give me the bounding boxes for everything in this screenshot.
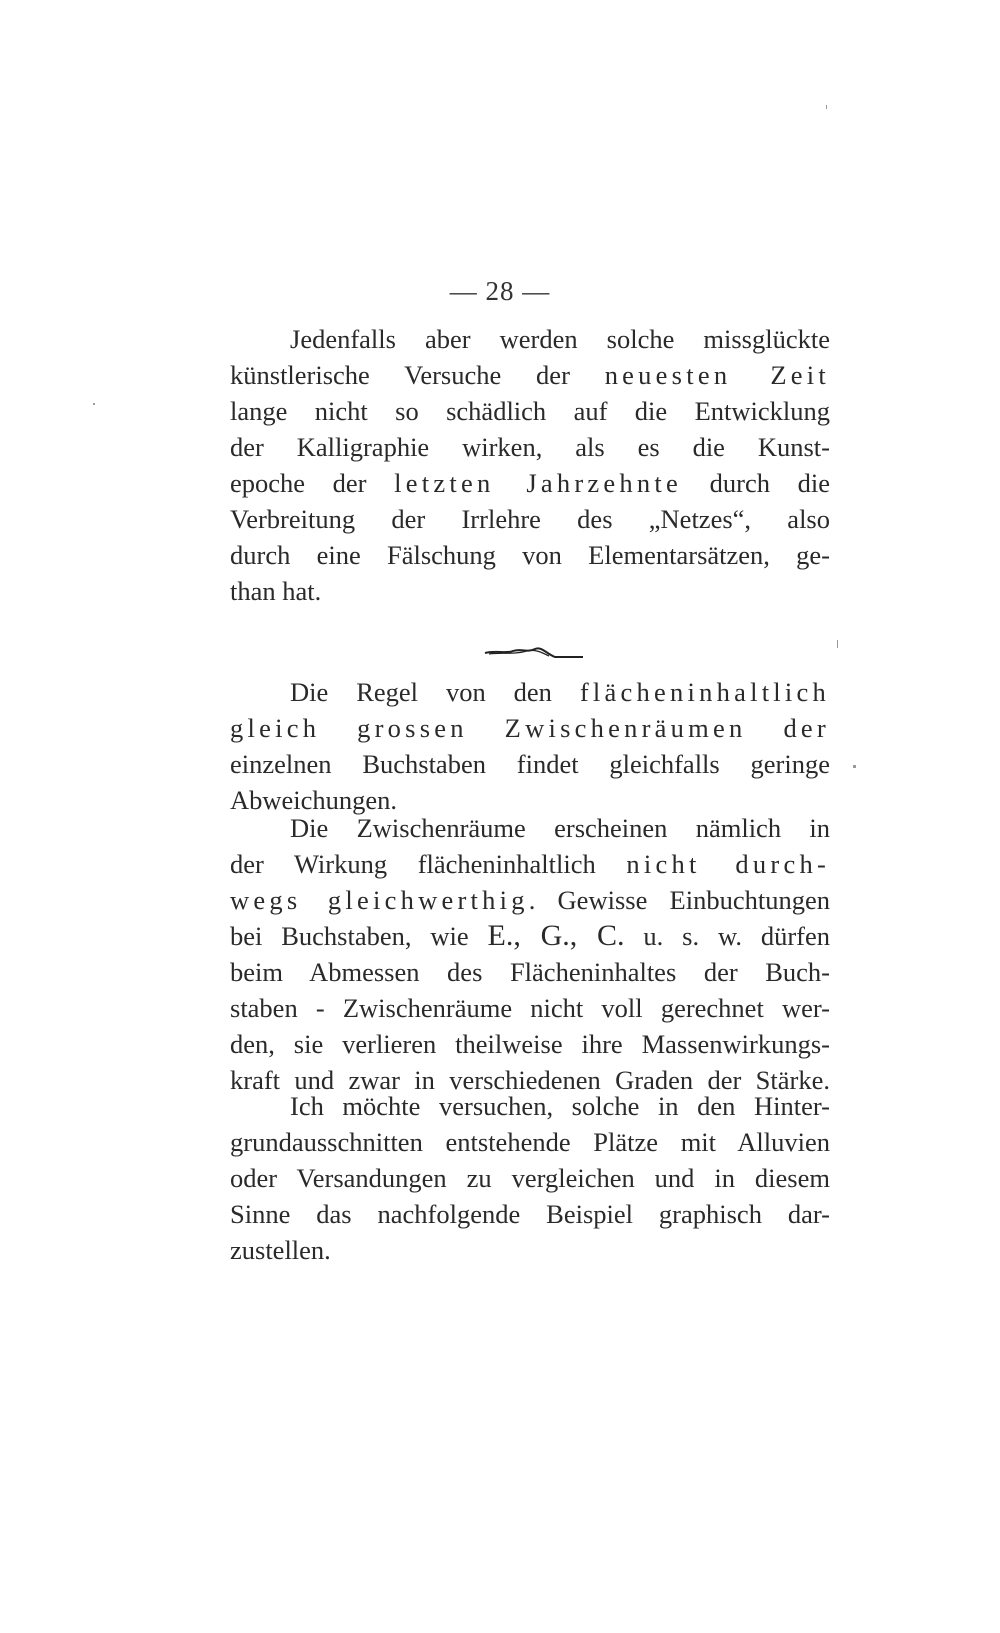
emphasized-word: letzten Jahrzehnte — [394, 468, 683, 498]
text-line: epoche der letzten Jahrzehnte durch die — [230, 468, 830, 498]
paragraph-1 — [230, 321, 830, 609]
emphasized-word: nicht durch- — [626, 849, 830, 879]
emphasized-word: E., G., C. — [487, 919, 625, 952]
text-line: Jedenfalls aber werden solche missglückte — [290, 324, 830, 354]
wavy-line-divider-icon — [483, 640, 587, 664]
paragraph-3 — [230, 810, 830, 1098]
page-number: — 28 — — [449, 276, 551, 306]
text-line: der Kalligraphie wirken, als es die Kunst- — [230, 432, 830, 462]
text-line: Sinne das nachfolgende Beispiel graphisch dar- — [230, 1199, 830, 1229]
text-line: der Wirkung flächeninhaltlich nicht durch- — [230, 849, 830, 879]
text-line: Die Zwischenräume erscheinen nämlich in — [290, 813, 830, 843]
text-line: zustellen. — [230, 1235, 331, 1265]
text-line: Abweichungen. — [230, 785, 398, 815]
text-line: Die Regel von den flächeninhaltlich — [290, 677, 830, 707]
text-line: Verbreitung der Irrlehre des „Netzes“, also — [230, 504, 830, 534]
text-line: bei Buchstaben, wie E., G., C. u. s. w. dürfen — [230, 919, 830, 952]
scan-speck — [837, 640, 838, 648]
text-line: staben - Zwischenräume nicht voll gerechnet wer- — [230, 993, 830, 1023]
text-line: durch eine Fälschung von Elementarsätzen, ge- — [230, 540, 830, 570]
text-line: grundausschnitten entstehende Plätze mit Alluvien — [230, 1127, 830, 1157]
emphasized-word: flächeninhaltlich — [579, 677, 830, 707]
text-line: beim Abmessen des Flächeninhaltes der Buch- — [230, 957, 830, 987]
text-line: oder Versandungen zu vergleichen und in diesem — [230, 1163, 830, 1193]
text-line: than hat. — [230, 576, 322, 606]
text-line: einzelnen Buchstaben findet gleichfalls geringe — [230, 749, 830, 779]
text-line: kraft und zwar in verschiedenen Graden der Stärke. — [230, 1065, 830, 1095]
scan-speck — [853, 765, 856, 768]
scan-speck — [826, 105, 827, 109]
text-line: gleich grossen Zwischenräumen der — [230, 713, 830, 743]
text-line: lange nicht so schädlich auf die Entwicklung — [230, 396, 830, 426]
text-line: Ich möchte versuchen, solche in den Hinter- — [290, 1091, 830, 1121]
paragraph-2 — [230, 674, 830, 818]
paragraph-4 — [230, 1088, 830, 1268]
text-line: den, sie verlieren theilweise ihre Massenwirkungs- — [230, 1029, 830, 1059]
emphasized-word: wegs gleichwerthig — [230, 885, 529, 915]
text-line: wegs gleichwerthig. Gewisse Einbuchtungen — [230, 885, 830, 915]
emphasized-word: neuesten Zeit — [604, 360, 830, 390]
scan-speck — [93, 403, 95, 405]
text-line: künstlerische Versuche der neuesten Zeit — [230, 360, 830, 390]
